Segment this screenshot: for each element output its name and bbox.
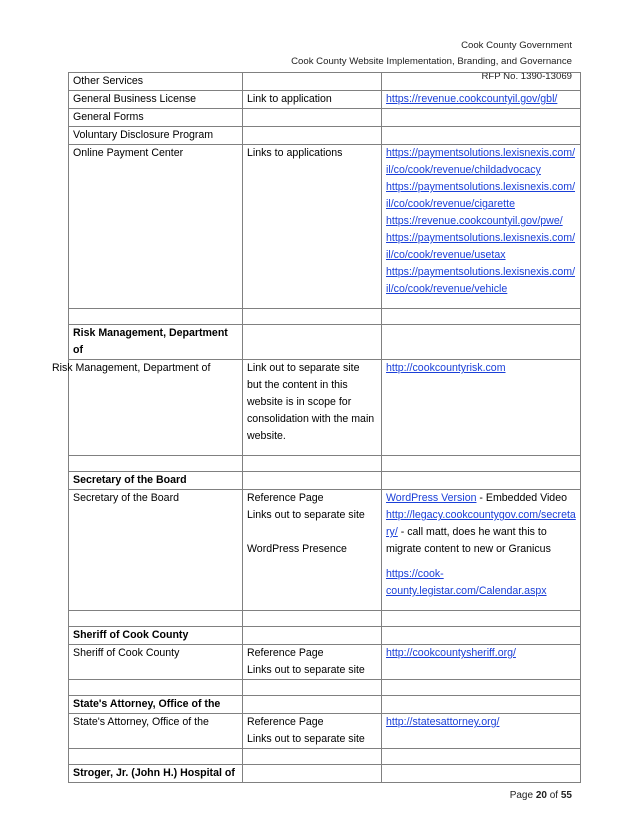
url-cell	[382, 109, 581, 127]
section-title: Risk Management, Department of	[69, 325, 243, 360]
table-row	[69, 749, 581, 765]
pwe-link[interactable]: https://revenue.cookcountyil.gov/pwe/	[386, 215, 563, 227]
url-cell	[382, 714, 581, 749]
table-row	[69, 680, 581, 696]
table-row	[69, 360, 581, 456]
type-cell	[243, 73, 382, 91]
header-org: Cook County Government	[461, 40, 572, 51]
table-row	[69, 490, 581, 611]
table-row	[69, 109, 581, 127]
gbl-link[interactable]: https://revenue.cookcountyil.gov/gbl/	[386, 93, 558, 105]
table-row	[69, 309, 581, 325]
service-name-cell: State's Attorney, Office of the	[69, 714, 243, 749]
type-cell	[243, 109, 382, 127]
table-row	[69, 611, 581, 627]
section-row	[69, 696, 581, 714]
section-title: State's Attorney, Office of the	[69, 696, 243, 714]
table-row	[69, 145, 581, 309]
services-table	[52, 72, 581, 783]
section-title: Stroger, Jr. (John H.) Hospital of	[69, 765, 243, 783]
header-title: Cook County Website Implementation, Branding, and Governance	[291, 55, 572, 67]
url-cell	[382, 127, 581, 145]
sheriff-link[interactable]: http://cookcountysheriff.org/	[386, 647, 516, 659]
service-name-cell: Secretary of the Board	[69, 490, 243, 611]
service-name-cell: Other Services	[69, 73, 243, 91]
wordpress-version-link[interactable]: WordPress Version	[386, 492, 477, 504]
type-cell: Link to application	[243, 91, 382, 109]
vehicle-link[interactable]: https://paymentsolutions.lexisnexis.com/il/co/cook/revenue/vehicle	[386, 266, 576, 295]
section-title: Secretary of the Board	[69, 472, 243, 490]
table-row	[69, 91, 581, 109]
states-attorney-link[interactable]: http://statesattorney.org/	[386, 716, 500, 728]
url-cell: WordPress Version - Embedded Video http://legacy.cookcountygov.com/secretary/ - call matt, does he want this to migrate content to new or Granicus https://cook-county.legistar.com/Calendar.aspx	[382, 490, 581, 611]
table-row	[69, 127, 581, 145]
service-name-cell: General Business License	[69, 91, 243, 109]
type-cell: Reference Page Links out to separate site	[243, 714, 382, 749]
url-cell	[382, 91, 581, 109]
service-name-cell: General Forms	[69, 109, 243, 127]
table-row	[69, 645, 581, 680]
service-name-cell: Online Payment Center	[69, 145, 243, 309]
type-cell: Link out to separate site but the content in this website is in scope for consolidation with the main website.	[243, 360, 382, 456]
service-name-cell: Voluntary Disclosure Program	[69, 127, 243, 145]
legacy-secretary-link[interactable]: http://legacy.cookcountygov.com/secretary/	[386, 509, 576, 538]
cigarette-link[interactable]: https://paymentsolutions.lexisnexis.com/il/co/cook/revenue/cigarette	[386, 181, 576, 210]
url-cell	[382, 645, 581, 680]
legistar-calendar-link[interactable]: https://cook-county.legistar.com/Calendar.aspx	[386, 568, 547, 597]
header-rfp-number: RFP No. 1390-13069	[481, 71, 572, 82]
risk-link[interactable]: http://cookcountyrisk.com	[386, 362, 506, 374]
type-cell	[243, 127, 382, 145]
url-cell	[382, 360, 581, 456]
section-row	[69, 472, 581, 490]
url-cell	[382, 145, 581, 309]
url-cell	[382, 73, 581, 91]
child-advocacy-link[interactable]: https://paymentsolutions.lexisnexis.com/il/co/cook/revenue/childadvocacy	[386, 147, 576, 176]
page-footer: Page 20 of 55	[509, 790, 572, 801]
type-cell: Reference Page Links out to separate site	[243, 645, 382, 680]
section-row	[69, 627, 581, 645]
type-cell: Reference Page Links out to separate site WordPress Presence	[243, 490, 382, 611]
table-row	[69, 456, 581, 472]
page-number: 20	[535, 790, 547, 801]
use-tax-link[interactable]: https://paymentsolutions.lexisnexis.com/il/co/cook/revenue/usetax	[386, 232, 576, 261]
type-cell: Links to applications	[243, 145, 382, 309]
page-total: 55	[560, 790, 572, 801]
service-name-cell: Sheriff of Cook County	[69, 645, 243, 680]
table-row	[69, 714, 581, 749]
table-row	[69, 73, 581, 91]
section-row	[69, 765, 581, 783]
section-row	[69, 325, 581, 360]
section-title: Sheriff of Cook County	[69, 627, 243, 645]
service-name-cell: Risk Management, Department of	[69, 360, 243, 456]
